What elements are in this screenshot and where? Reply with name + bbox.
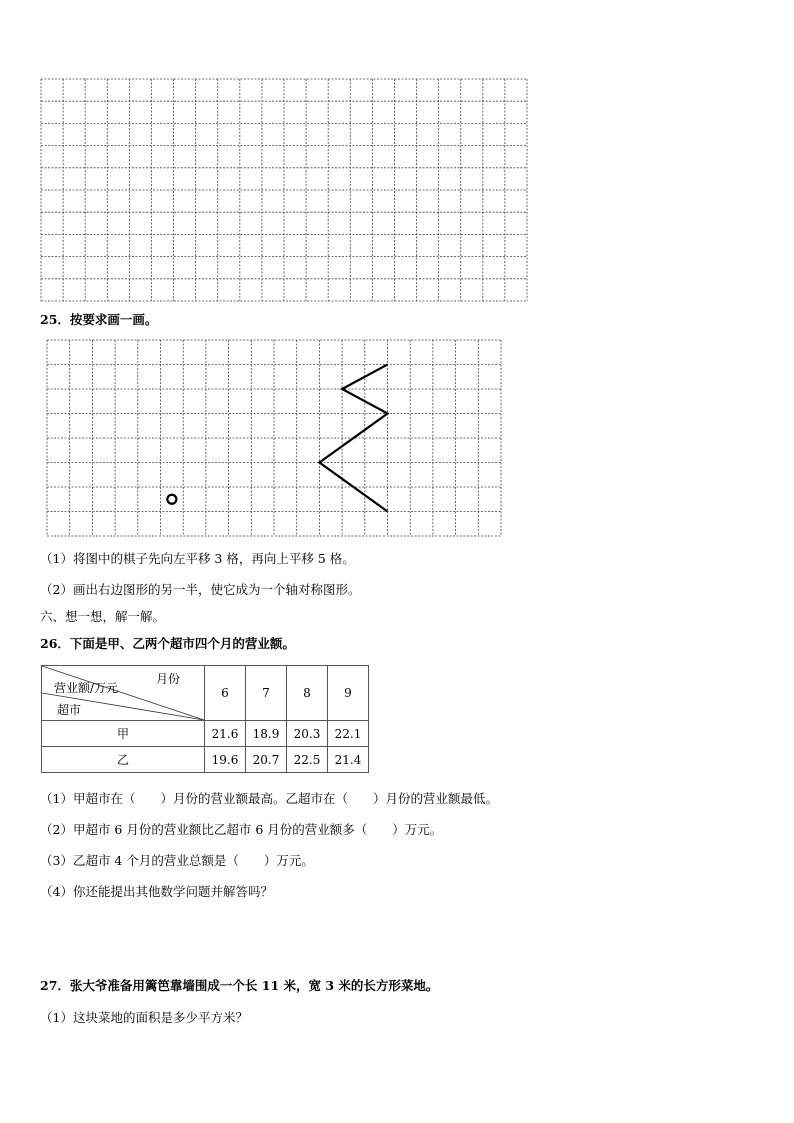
table-row bbox=[42, 721, 369, 747]
question-25-part-1: （1）将图中的棋子先向左平移 3 格，再向上平移 5 格。 bbox=[40, 551, 355, 566]
section-6-title: 六、想一想，解一解。 bbox=[40, 609, 166, 624]
month-header: 7 bbox=[246, 666, 287, 721]
diagonal-header-cell bbox=[42, 666, 205, 721]
question-26-part-4: （4）你还能提出其他数学问题并解答吗？ bbox=[40, 884, 273, 899]
question-26-part-2: （2）甲超市 6 月份的营业额比乙超市 6 月份的营业额多（ ）万元。 bbox=[40, 822, 443, 837]
table-cell: 22.5 bbox=[287, 747, 328, 773]
answer-grid-top bbox=[41, 79, 528, 302]
table-cell: 20.7 bbox=[246, 747, 287, 773]
question-26-title: 26．下面是甲、乙两个超市四个月的营业额。 bbox=[40, 636, 295, 651]
header-market-label: 超市 bbox=[57, 703, 82, 717]
header-month-label: 月份 bbox=[156, 672, 181, 686]
question-27-part-1: （1）这块菜地的面积是多少平方米？ bbox=[40, 1010, 248, 1025]
month-header: 6 bbox=[205, 666, 246, 721]
question-27-title: 27．张大爷准备用篱笆靠墙围成一个长 11 米，宽 3 米的长方形菜地。 bbox=[40, 978, 439, 993]
table-row bbox=[42, 747, 369, 773]
question-26-part-3: （3）乙超市 4 个月的营业总额是（ ）万元。 bbox=[40, 853, 314, 868]
sales-table bbox=[41, 665, 369, 773]
header-amount-label: 营业额/万元 bbox=[54, 681, 119, 695]
row-label: 乙 bbox=[42, 747, 205, 773]
month-header: 8 bbox=[287, 666, 328, 721]
chess-piece-icon bbox=[167, 495, 176, 504]
table-cell: 18.9 bbox=[246, 721, 287, 747]
table-cell: 21.4 bbox=[328, 747, 369, 773]
drawing-grid-q25 bbox=[47, 340, 502, 537]
table-cell: 20.3 bbox=[287, 721, 328, 747]
question-26-part-1: （1）甲超市在（ ）月份的营业额最高。乙超市在（ ）月份的营业额最低。 bbox=[40, 791, 498, 806]
question-25-part-2: （2）画出右边图形的另一半，使它成为一个轴对称图形。 bbox=[40, 582, 361, 597]
row-label: 甲 bbox=[42, 721, 205, 747]
table-cell: 22.1 bbox=[328, 721, 369, 747]
question-25-title: 25．按要求画一画。 bbox=[40, 312, 158, 327]
month-header: 9 bbox=[328, 666, 369, 721]
table-cell: 21.6 bbox=[205, 721, 246, 747]
table-cell: 19.6 bbox=[205, 747, 246, 773]
